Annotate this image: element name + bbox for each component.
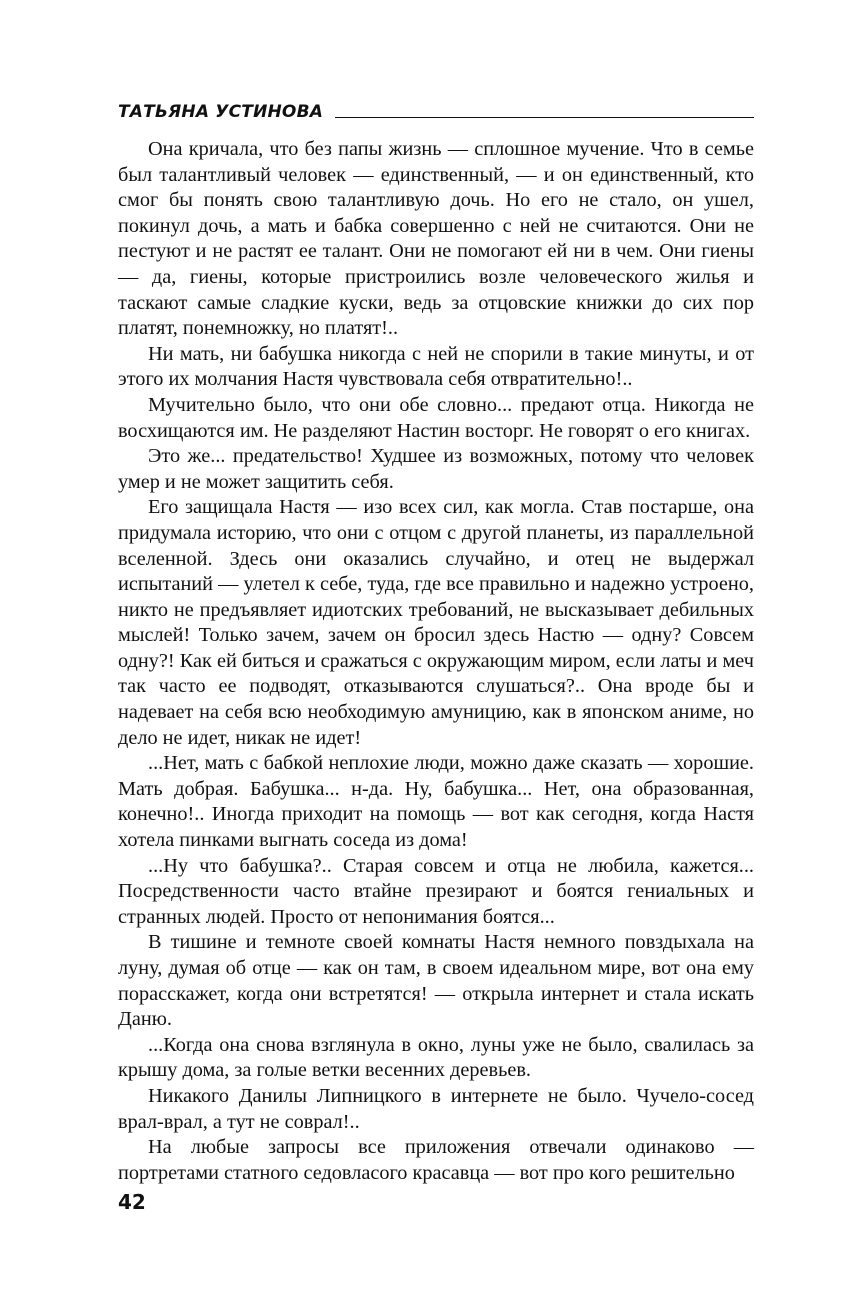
paragraph: Мучительно было, что они обе словно... предают отца. Никогда не восхищаются им. Не разделяют Настин восторг. Не говорят о его книгах. bbox=[118, 393, 754, 442]
running-header bbox=[118, 98, 754, 122]
paragraph: Его защищала Настя — изо всех сил, как могла. Став постарше, она придумала историю, что они с отцом с другой планеты, из параллельной вселенной. Здесь они оказались случайно, и отец не выдержал испытаний — улетел к себе, туда, где все правильно и надежно устроено, никто не предъявляет идиотских требований, не высказывает дебильных мыслей! Только зачем, зачем он бросил здесь Настю — одну? Совсем одну?! Как ей биться и сражаться с окружающим миром, если латы и меч так часто ее подводят, отказываются слушаться?.. Она вроде бы и надевает на себя всю необходимую амуницию, как в японском аниме, но дело не идет, никак не идет! bbox=[118, 496, 754, 749]
paragraph: ...Когда она снова взглянула в окно, луны уже не было, свалилась за крышу дома, за голые ветки весенних деревьев. bbox=[118, 1033, 754, 1082]
paragraph: Ни мать, ни бабушка никогда с ней не спорили в такие минуты, и от этого их молчания Настя чувствовала себя отвратительно!.. bbox=[118, 342, 754, 391]
paragraph: Это же... предательство! Худшее из возможных, потому что человек умер и не может защитить себя. bbox=[118, 445, 754, 493]
paragraph: На любые запросы все приложения отвечали одинаково — портретами статного седовласого красавца — вот про кого решительно bbox=[118, 1136, 754, 1184]
header-rule bbox=[335, 117, 754, 118]
paragraph: Никакого Данилы Липницкого в интернете не было. Чучело-сосед врал-врал, а тут не соврал!.. bbox=[118, 1084, 754, 1133]
paragraph: В тишине и темноте своей комнаты Настя немного повздыхала на луну, думая об отце — как он там, в своем идеальном мире, вот она ему порасскажет, когда они встретятся! — открыла интернет и стала искать Даню. bbox=[118, 931, 754, 1031]
body-text bbox=[118, 137, 754, 1186]
paragraph: ...Ну что бабушка?.. Старая совсем и отца не любила, кажется... Посредственности часто втайне презирают и боятся гениальных и странных людей. Просто от непонимания боятся... bbox=[118, 854, 754, 928]
paragraph: ...Нет, мать с бабкой неплохие люди, можно даже сказать — хорошие. Мать добрая. Бабушка... н-да. Ну, бабушка... Нет, она образованная, конечно!.. Иногда приходит на помощь — вот как сегодня, когда Настя хотела пинками выгнать соседа из дома! bbox=[118, 752, 754, 852]
author-name: ТАТЬЯНА УСТИНОВА bbox=[118, 102, 324, 122]
page-number: 42 bbox=[118, 1190, 146, 1214]
paragraph: Она кричала, что без папы жизнь — сплошное мучение. Что в семье был талантливый человек — единственный, — и он единственный, кто смог бы понять свою талантливую дочь. Но его не стало, он ушел, покинул дочь, а мать и бабка совершенно с ней не считаются. Они не пестуют и не растят ее талант. Они не помогают ей ни в чем. Они гиены — да, гиены, которые пристроились возле человеческого жилья и таскают самые сладкие куски, ведь за отцовские книжки до сих пор платят, понемножку, но платят!.. bbox=[118, 138, 754, 340]
